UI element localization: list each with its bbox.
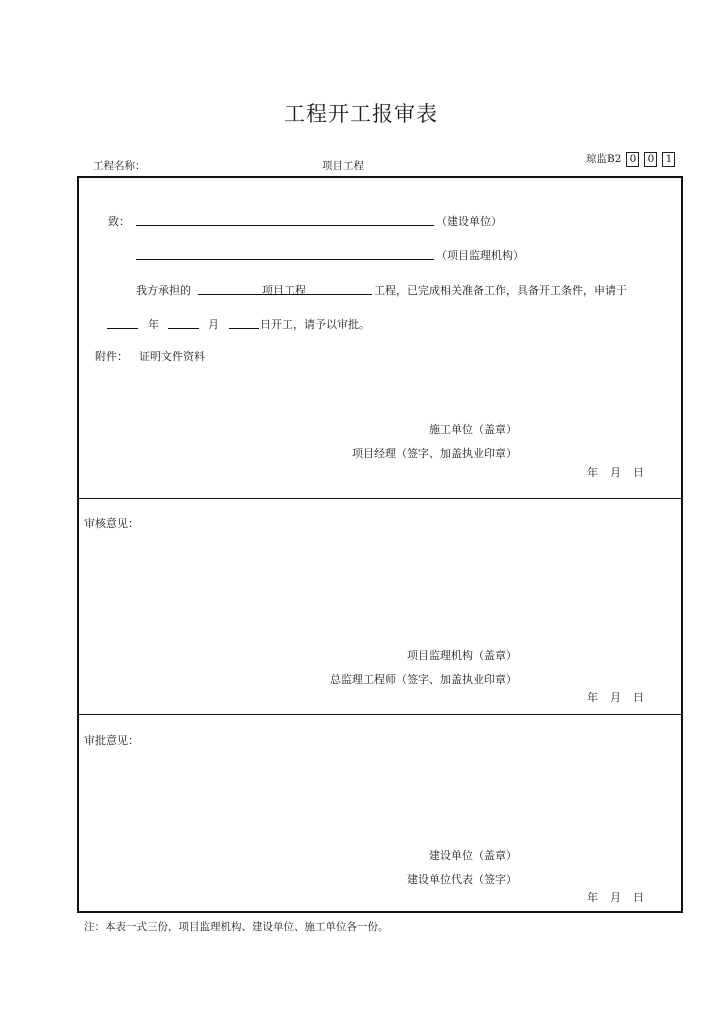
date-year: 年 — [587, 691, 598, 704]
supervisor-suffix: （项目监理机构） — [436, 249, 524, 262]
footnote: 注：本表一式三份，项目监理机构、建设单位、施工单位各一份。 — [84, 921, 389, 933]
project-name-label: 工程名称： — [93, 160, 146, 172]
recipient-line[interactable] — [136, 225, 434, 226]
approval-opinion-label: 审批意见： — [84, 734, 139, 747]
supervisor-line[interactable] — [136, 259, 434, 260]
month-label: 月 — [208, 318, 219, 331]
day-suffix: 日开工，请予以审批。 — [260, 318, 370, 331]
date-day: 日 — [633, 691, 644, 704]
body-suffix: 工程，已完成相关准备工作，具备开工条件，申请于 — [374, 284, 627, 297]
owner-seal: 建设单位（盖章） — [429, 849, 517, 862]
form-code-digit: 0 — [626, 152, 639, 167]
recipient-unit-suffix: （建设单位） — [436, 215, 502, 228]
project-manager-signature: 项目经理（签字、加盖执业印章） — [352, 447, 517, 460]
form-code — [586, 151, 675, 167]
date-year: 年 — [587, 891, 598, 904]
year-label: 年 — [148, 318, 159, 331]
attachment-label: 附件： — [95, 350, 128, 363]
date-month: 月 — [610, 466, 621, 479]
supervision-seal: 项目监理机构（盖章） — [407, 649, 517, 662]
review-opinion-label: 审核意见： — [84, 517, 139, 530]
attachment-value: 证明文件资料 — [139, 350, 205, 363]
to-label: 致： — [108, 215, 130, 228]
day-line[interactable] — [229, 328, 259, 329]
body-prefix: 我方承担的 — [136, 284, 191, 297]
contractor-seal: 施工单位（盖章） — [429, 423, 517, 436]
page-title: 工程开工报审表 — [284, 102, 438, 126]
date-year: 年 — [587, 466, 598, 479]
chief-engineer-signature: 总监理工程师（签字、加盖执业印章） — [330, 673, 517, 686]
owner-representative-signature: 建设单位代表（签字） — [407, 873, 517, 886]
date-day: 日 — [633, 891, 644, 904]
section-divider — [77, 714, 683, 715]
date-month: 月 — [610, 891, 621, 904]
section-divider — [77, 498, 683, 499]
form-code-prefix: 琼监B2 — [586, 153, 622, 165]
year-line[interactable] — [107, 328, 138, 329]
form-code-digit: 1 — [662, 152, 675, 167]
form-code-digit: 0 — [644, 152, 657, 167]
body-project: 项目工程 — [262, 284, 306, 297]
date-month: 月 — [610, 691, 621, 704]
date-day: 日 — [633, 466, 644, 479]
project-name-value: 项目工程 — [322, 160, 364, 172]
month-line[interactable] — [168, 328, 199, 329]
